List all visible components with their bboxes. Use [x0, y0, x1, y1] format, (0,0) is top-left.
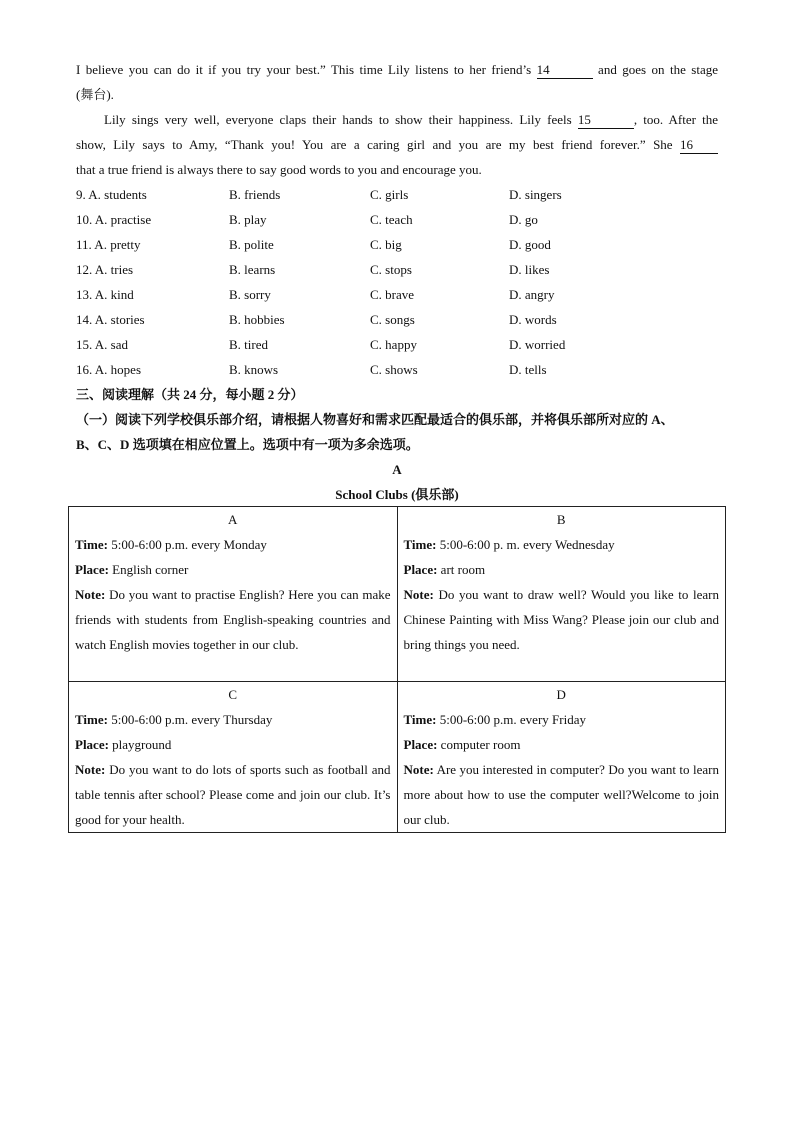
- club-letter: B: [556, 512, 566, 527]
- club-time: [75, 532, 391, 557]
- option-b: B. tired: [229, 337, 268, 352]
- instruction-line-1: （一）阅读下列学校俱乐部介绍，请根据人物喜好和需求匹配最适合的俱乐部，并将俱乐部所对应的 A、: [76, 412, 674, 427]
- note-label: Note:: [403, 587, 434, 602]
- option-d: D. good: [509, 237, 551, 252]
- option-d: D. worried: [509, 337, 566, 352]
- club-time: [404, 532, 720, 557]
- note-text: Do you want to practise English? Here you can make friends with students from English-speaking countries and watch English movies together in our club.: [75, 587, 391, 652]
- time-label: Time:: [75, 537, 108, 552]
- table-row: [69, 507, 726, 682]
- option-d: D. go: [509, 212, 538, 227]
- option-a: 13. A. kind: [76, 287, 134, 302]
- club-time: [404, 707, 720, 732]
- option-a: 9. A. students: [76, 187, 147, 202]
- option-a: 14. A. stories: [76, 312, 145, 327]
- time-value: 5:00-6:00 p.m. every Thursday: [111, 712, 273, 727]
- time-value: 5:00-6:00 p.m. every Monday: [111, 537, 267, 552]
- passage-line-2: (舞台).: [76, 87, 114, 102]
- option-b: B. hobbies: [229, 312, 285, 327]
- passage-text: show, Lily says to Amy, “Thank you! You are a caring girl and you are my best friend forever.” She: [76, 137, 673, 152]
- time-label: Time:: [403, 537, 437, 552]
- passage-line-3: [104, 107, 718, 132]
- club-cell-d: [397, 682, 726, 833]
- place-label: Place:: [75, 737, 109, 752]
- table-row: [69, 682, 726, 833]
- club-cell-a: [69, 507, 398, 682]
- table-title: School Clubs (俱乐部): [335, 487, 459, 502]
- option-d: D. tells: [509, 362, 547, 377]
- note-label: Note:: [75, 587, 106, 602]
- option-b: B. play: [229, 212, 267, 227]
- place-value: art room: [440, 562, 486, 577]
- passage-text: , too. After the: [633, 112, 718, 127]
- passage-line-5: that a true friend is always there to say good words to you and encourage you.: [76, 162, 482, 177]
- time-label: Time:: [403, 712, 437, 727]
- option-c: C. brave: [370, 287, 415, 302]
- place-value: computer room: [440, 737, 521, 752]
- answer-blank-14: 14: [537, 62, 593, 79]
- club-letter: D: [556, 687, 566, 702]
- option-c: C. girls: [370, 187, 409, 202]
- option-d: D. angry: [509, 287, 555, 302]
- note-text: Are you interested in computer? Do you want to learn more about how to use the computer well?Welcome to join our club.: [403, 762, 719, 827]
- club-note: [404, 582, 720, 657]
- option-d: D. likes: [509, 262, 550, 277]
- option-c: C. stops: [370, 262, 412, 277]
- option-a: 11. A. pretty: [76, 237, 141, 252]
- instruction-line-2: B、C、D 选项填在相应位置上。选项中有一项为多余选项。: [76, 437, 419, 452]
- option-c: C. songs: [370, 312, 415, 327]
- option-d: D. words: [509, 312, 557, 327]
- option-b: B. sorry: [229, 287, 271, 302]
- option-c: C. big: [370, 237, 402, 252]
- option-b: B. knows: [229, 362, 279, 377]
- club-place: [404, 557, 720, 582]
- option-c: C. happy: [370, 337, 417, 352]
- note-text: Do you want to do lots of sports such as football and table tennis after school? Please come and join our club. It’s good for your health.: [75, 762, 391, 827]
- club-note: [75, 757, 391, 832]
- club-note: [404, 757, 720, 832]
- section-title: 三、阅读理解（共 24 分，每小题 2 分）: [76, 387, 304, 402]
- option-b: B. learns: [229, 262, 276, 277]
- club-place: [75, 732, 391, 757]
- passage-text: Lily sings very well, everyone claps their hands to show their happiness. Lily feels: [104, 112, 572, 127]
- club-time: [75, 707, 391, 732]
- clubs-table: [68, 506, 726, 833]
- time-value: 5:00-6:00 p. m. every Wednesday: [439, 537, 615, 552]
- passage-text: and goes on the stage: [598, 62, 719, 77]
- club-cell-b: [397, 507, 726, 682]
- note-label: Note:: [75, 762, 106, 777]
- place-label: Place:: [403, 737, 438, 752]
- place-value: playground: [112, 737, 172, 752]
- option-b: B. friends: [229, 187, 281, 202]
- note-label: Note:: [403, 762, 434, 777]
- option-c: C. shows: [370, 362, 418, 377]
- club-letter: A: [228, 512, 238, 527]
- answer-blank-16: 16: [680, 137, 718, 154]
- part-label: A: [392, 462, 402, 477]
- answer-blank-15: 15: [578, 112, 634, 129]
- option-a: 10. A. practise: [76, 212, 152, 227]
- option-d: D. singers: [509, 187, 562, 202]
- option-b: B. polite: [229, 237, 274, 252]
- option-a: 15. A. sad: [76, 337, 128, 352]
- passage-text: I believe you can do it if you try your best.” This time Lily listens to her friend’s: [76, 62, 532, 77]
- passage-line-1: [76, 57, 718, 82]
- option-a: 16. A. hopes: [76, 362, 141, 377]
- place-label: Place:: [403, 562, 438, 577]
- passage-line-4: [76, 132, 718, 157]
- club-place: [404, 732, 720, 757]
- club-place: [75, 557, 391, 582]
- option-a: 12. A. tries: [76, 262, 134, 277]
- time-value: 5:00-6:00 p.m. every Friday: [439, 712, 586, 727]
- club-letter: C: [228, 687, 238, 702]
- note-text: Do you want to draw well? Would you like to learn Chinese Painting with Miss Wang? Please join our club and bring things you need.: [403, 587, 720, 652]
- place-label: Place:: [75, 562, 109, 577]
- place-value: English corner: [112, 562, 189, 577]
- option-c: C. teach: [370, 212, 413, 227]
- club-note: [75, 582, 391, 657]
- time-label: Time:: [75, 712, 108, 727]
- club-cell-c: [69, 682, 398, 833]
